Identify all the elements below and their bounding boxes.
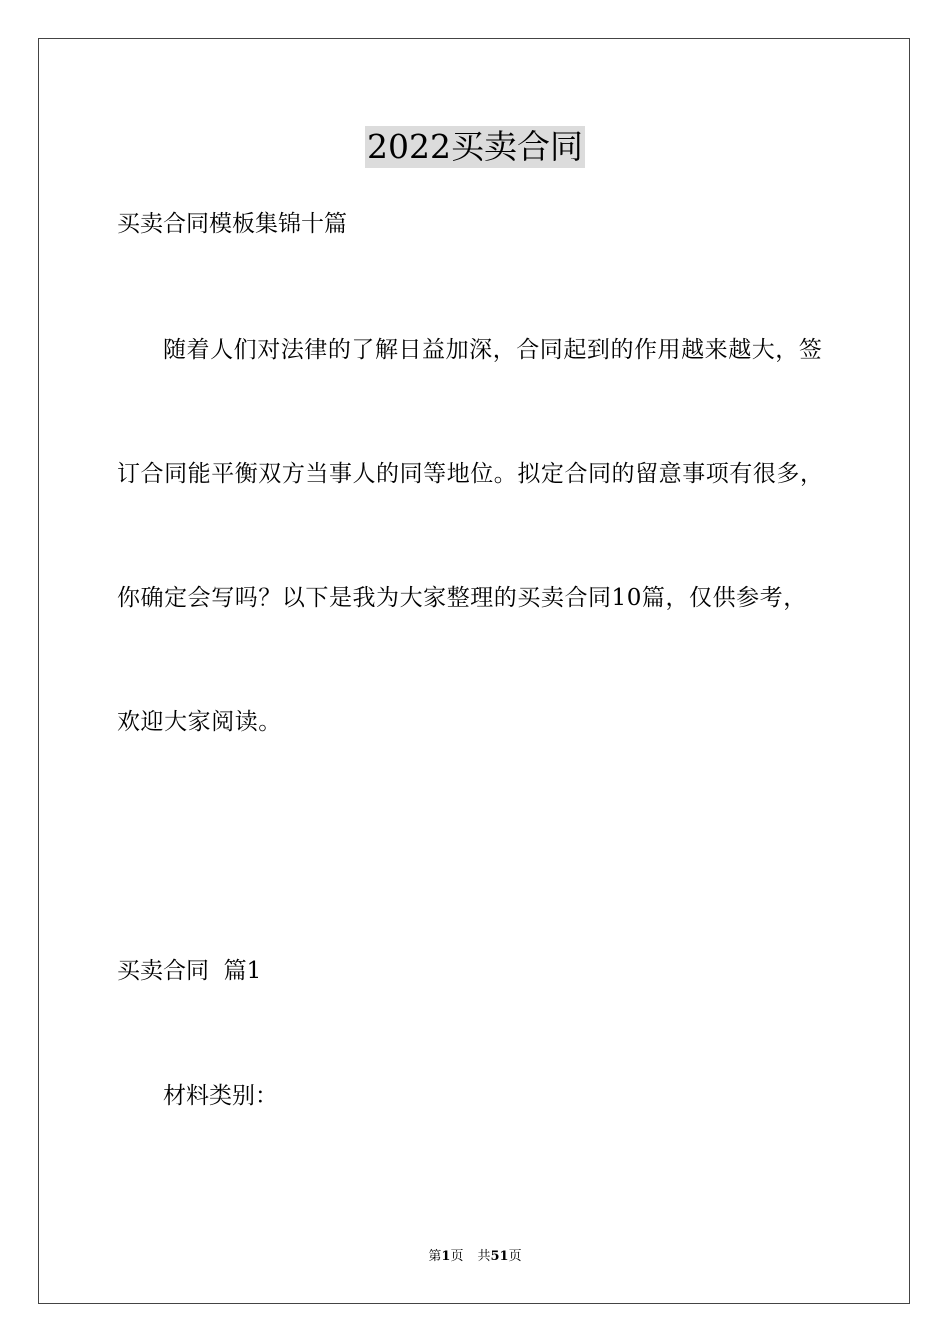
footer-total-prefix: 共	[477, 1249, 491, 1264]
intro-line-2: 订合同能平衡双方当事人的同等地位。拟定合同的留意事项有很多，	[117, 461, 824, 487]
section-item-material-category: 材料类别：	[163, 1083, 278, 1109]
footer-page-current: 1	[441, 1249, 451, 1264]
footer-page-total: 51	[490, 1249, 509, 1264]
document-title: 2022买卖合同	[367, 127, 583, 166]
footer-page-suffix: 页	[450, 1249, 464, 1264]
document-subtitle: 买卖合同模板集锦十篇	[117, 211, 347, 237]
footer-page-prefix: 第	[428, 1249, 442, 1264]
intro-line-4: 欢迎大家阅读。	[117, 709, 282, 735]
intro-line-1: 随着人们对法律的了解日益加深，合同起到的作用越来越大，签	[163, 337, 823, 363]
section-heading: 买卖合同 篇1	[117, 958, 262, 984]
title-container	[0, 126, 950, 168]
footer-total-suffix: 页	[508, 1249, 522, 1264]
page-footer	[0, 1248, 950, 1266]
intro-line-3: 你确定会写吗？以下是我为大家整理的买卖合同10篇，仅供参考，	[117, 585, 807, 611]
